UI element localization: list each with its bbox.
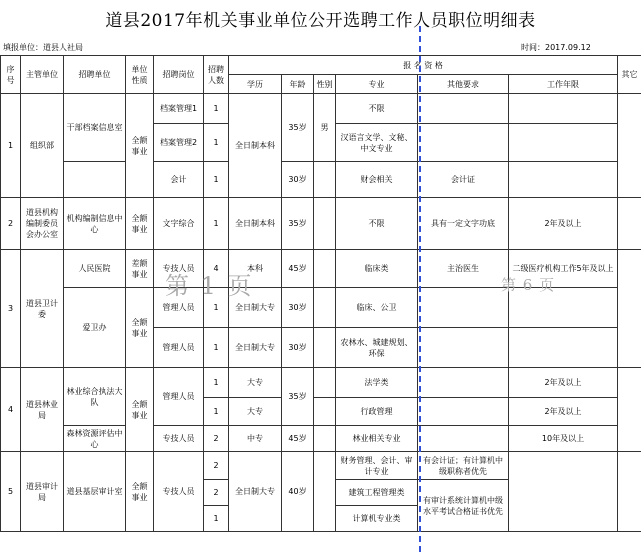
cell-remark — [618, 452, 641, 532]
cell-edu: 中专 — [229, 426, 282, 452]
cell-major: 财务管理、会计、审计专业 — [336, 452, 418, 480]
cell-major: 法学类 — [336, 368, 418, 398]
cell-nature: 全额事业 — [126, 94, 154, 198]
cell-count: 1 — [204, 506, 229, 532]
cell-years — [509, 328, 618, 368]
cell-post: 专技人员 — [154, 250, 204, 288]
cell-major: 临床、公卫 — [336, 288, 418, 328]
table-row — [1, 368, 641, 398]
page-break-line — [419, 26, 421, 552]
cell-other: 会计证 — [418, 162, 509, 198]
cell-unit: 机构编制信息中心 — [64, 198, 126, 250]
cell-unit — [64, 162, 126, 198]
cell-post: 档案管理1 — [154, 94, 204, 124]
cell-major: 计算机专业类 — [336, 506, 418, 532]
cell-major: 农林水、城建规划、环保 — [336, 328, 418, 368]
cell-count: 1 — [204, 288, 229, 328]
cell-gender — [314, 452, 336, 532]
cell-unit: 爱卫办 — [64, 288, 126, 368]
cell-nature: 全额事业 — [126, 288, 154, 368]
cell-count: 4 — [204, 250, 229, 288]
cell-edu: 本科 — [229, 250, 282, 288]
cell-major: 林业相关专业 — [336, 426, 418, 452]
cell-edu: 全日制大专 — [229, 288, 282, 328]
cell-count: 2 — [204, 426, 229, 452]
cell-edu: 全日制本科 — [229, 94, 282, 198]
cell-post: 管理人员 — [154, 288, 204, 328]
header-other: 其他要求 — [418, 75, 509, 94]
cell-age: 40岁 — [282, 452, 314, 532]
cell-seq: 4 — [1, 368, 21, 452]
cell-count: 2 — [204, 452, 229, 480]
cell-count: 1 — [204, 328, 229, 368]
cell-gender: 男 — [314, 94, 336, 162]
position-table — [0, 55, 641, 532]
header-edu: 学历 — [229, 75, 282, 94]
cell-other: 具有一定文字功底 — [418, 198, 509, 250]
cell-years: 2年及以上 — [509, 398, 618, 426]
cell-other — [418, 426, 509, 452]
cell-age: 30岁 — [282, 162, 314, 198]
header-dept: 主管单位 — [21, 56, 64, 94]
cell-years — [509, 288, 618, 328]
table-row — [1, 452, 641, 480]
cell-gender — [314, 250, 336, 288]
page-watermark-1: 第 1 页 — [165, 272, 254, 300]
header-seq: 序号 — [1, 56, 21, 94]
cell-major: 财会相关 — [336, 162, 418, 198]
cell-nature: 全额事业 — [126, 452, 154, 532]
cell-edu: 全日制大专 — [229, 328, 282, 368]
header-gender: 性别 — [314, 75, 336, 94]
cell-major: 不限 — [336, 94, 418, 124]
cell-remark — [618, 368, 641, 452]
cell-seq: 1 — [1, 94, 21, 198]
header-count: 招聘人数 — [204, 56, 229, 94]
table-row — [1, 426, 641, 452]
cell-count: 1 — [204, 368, 229, 398]
cell-dept: 道县林业局 — [21, 368, 64, 452]
header-requirements: 报 名 资 格 — [229, 56, 618, 75]
cell-unit: 道县基层审计室 — [64, 452, 126, 532]
cell-dept: 道县机构编制委员会办公室 — [21, 198, 64, 250]
report-date: 时间：2017.09.12 — [521, 43, 591, 52]
header-unit: 招聘单位 — [64, 56, 126, 94]
table-row — [1, 94, 641, 124]
cell-post: 文字综合 — [154, 198, 204, 250]
cell-major: 汉语言文学、文秘、中文专业 — [336, 124, 418, 162]
cell-age: 45岁 — [282, 250, 314, 288]
cell-nature: 全额事业 — [126, 368, 154, 452]
table-row — [1, 198, 641, 250]
cell-years: 2年及以上 — [509, 368, 618, 398]
cell-remark — [618, 250, 641, 368]
table-row — [1, 250, 641, 288]
header-nature: 单位性质 — [126, 56, 154, 94]
cell-post: 管理人员 — [154, 328, 204, 368]
cell-seq: 3 — [1, 250, 21, 368]
cell-post: 管理人员 — [154, 368, 204, 426]
cell-gender — [314, 198, 336, 250]
cell-edu: 全日制本科 — [229, 198, 282, 250]
page-title: 道县2017年机关事业单位公开选聘工作人员职位明细表 — [105, 11, 536, 31]
cell-major: 临床类 — [336, 250, 418, 288]
cell-dept: 道县审计局 — [21, 452, 64, 532]
cell-count: 1 — [204, 198, 229, 250]
reporting-unit: 填报单位：道县人社局 — [3, 43, 83, 52]
cell-dept: 组织部 — [21, 94, 64, 198]
cell-years — [509, 162, 618, 198]
cell-dept: 道县卫计委 — [21, 250, 64, 368]
cell-gender — [314, 162, 336, 198]
cell-count: 1 — [204, 124, 229, 162]
cell-major: 建筑工程管理类 — [336, 480, 418, 506]
page-watermark-6: 第 6 页 — [501, 276, 556, 294]
header-row-1 — [1, 56, 641, 75]
cell-count: 1 — [204, 94, 229, 124]
cell-other: 有会计证；有计算机中级职称者优先 — [418, 452, 509, 480]
cell-unit: 林业综合执法大队 — [64, 368, 126, 426]
cell-nature: 全额事业 — [126, 198, 154, 250]
cell-other — [418, 328, 509, 368]
header-age: 年龄 — [282, 75, 314, 94]
cell-other — [418, 288, 509, 328]
header-remark: 其它 — [618, 56, 641, 94]
cell-edu: 全日制大专 — [229, 452, 282, 532]
cell-age: 30岁 — [282, 328, 314, 368]
cell-age: 45岁 — [282, 426, 314, 452]
cell-post: 专技人员 — [154, 426, 204, 452]
cell-seq: 2 — [1, 198, 21, 250]
cell-years — [509, 124, 618, 162]
cell-age: 35岁 — [282, 94, 314, 162]
cell-age: 30岁 — [282, 288, 314, 328]
cell-years: 10年及以上 — [509, 426, 618, 452]
cell-years — [509, 452, 618, 532]
cell-years: 二级医疗机构工作5年及以上 — [509, 250, 618, 288]
cell-gender — [314, 368, 336, 398]
cell-other — [418, 94, 509, 124]
cell-unit: 人民医院 — [64, 250, 126, 288]
table-row — [1, 288, 641, 328]
header-post: 招聘岗位 — [154, 56, 204, 94]
cell-major: 不限 — [336, 198, 418, 250]
cell-edu: 大专 — [229, 398, 282, 426]
cell-remark — [618, 198, 641, 250]
cell-nature: 差额事业 — [126, 250, 154, 288]
cell-age: 35岁 — [282, 368, 314, 426]
cell-other: 主治医生 — [418, 250, 509, 288]
cell-unit: 森林资源评估中心 — [64, 426, 126, 452]
cell-other — [418, 368, 509, 398]
cell-gender — [314, 426, 336, 452]
cell-unit: 干部档案信息室 — [64, 94, 126, 162]
cell-years — [509, 94, 618, 124]
cell-post: 档案管理2 — [154, 124, 204, 162]
cell-count: 1 — [204, 162, 229, 198]
cell-gender — [314, 328, 336, 368]
table-row — [1, 162, 641, 198]
cell-years: 2年及以上 — [509, 198, 618, 250]
header-years: 工作年限 — [509, 75, 618, 94]
cell-count: 2 — [204, 480, 229, 506]
cell-count: 1 — [204, 398, 229, 426]
cell-other: 有审计系统计算机中级水平考试合格证书优先 — [418, 480, 509, 532]
cell-post: 专技人员 — [154, 452, 204, 532]
cell-other — [418, 398, 509, 426]
cell-edu: 大专 — [229, 368, 282, 398]
cell-age: 35岁 — [282, 198, 314, 250]
cell-major: 行政管理 — [336, 398, 418, 426]
cell-gender — [314, 288, 336, 328]
cell-seq: 5 — [1, 452, 21, 532]
cell-post: 会计 — [154, 162, 204, 198]
cell-gender — [314, 398, 336, 426]
cell-remark — [618, 94, 641, 198]
cell-other — [418, 124, 509, 162]
header-major: 专业 — [336, 75, 418, 94]
